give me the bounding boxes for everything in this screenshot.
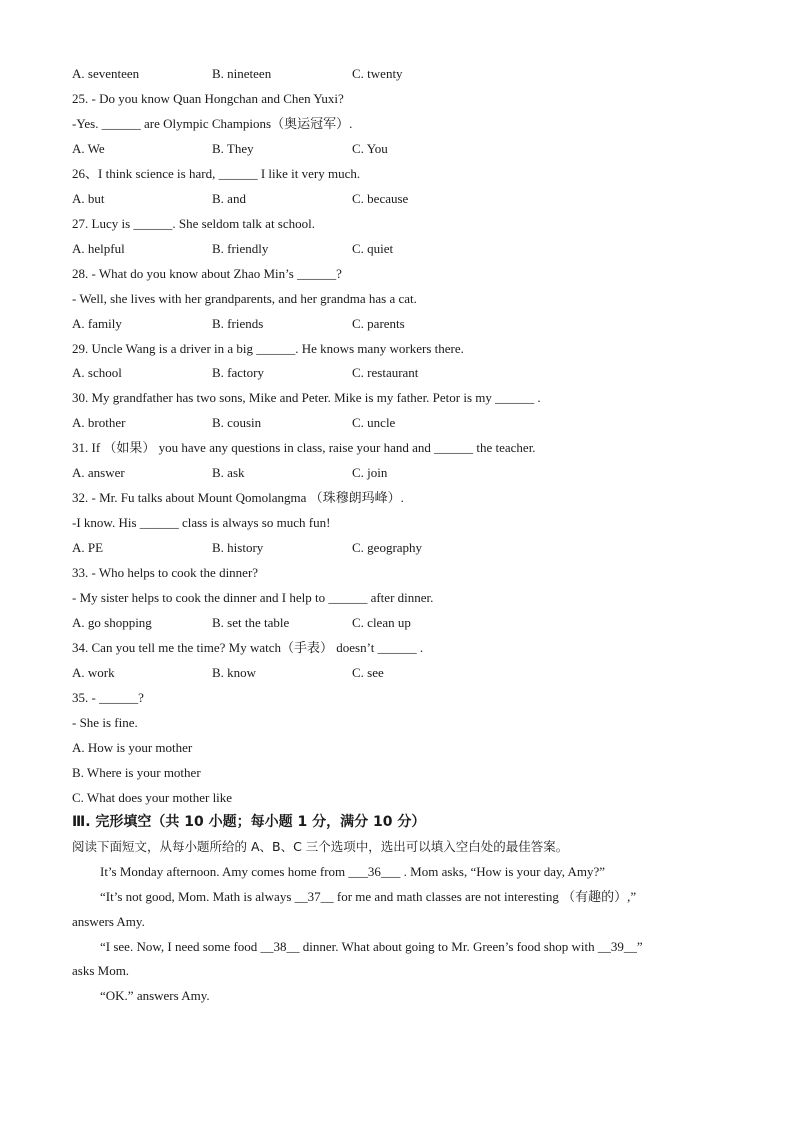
option-c: C. You bbox=[352, 141, 388, 156]
option-b: B. They bbox=[212, 141, 254, 156]
question-28-reply: - Well, she lives with her grandparents, and her grandma has a cat. bbox=[72, 291, 417, 306]
option-a: A. but bbox=[72, 191, 105, 206]
blank-37: __37__ bbox=[294, 889, 334, 904]
question-25-reply: -Yes. ______ are Olympic Champions（奥运冠军）. bbox=[72, 116, 353, 131]
option-c: C. see bbox=[352, 665, 384, 680]
question-28: 28. - What do you know about Zhao Min’s ______? bbox=[72, 266, 342, 281]
option-a: A. PE bbox=[72, 540, 104, 555]
passage-text: for me and math classes are not interesting （有趣的）,” bbox=[333, 889, 637, 904]
option-c: C. twenty bbox=[352, 66, 403, 81]
question-25: 25. - Do you know Quan Hongchan and Chen Yuxi? bbox=[72, 91, 344, 106]
passage-paragraph-2 bbox=[100, 889, 636, 905]
question-33: 33. - Who helps to cook the dinner? bbox=[72, 565, 259, 580]
option-b: B. Where is your mother bbox=[72, 765, 201, 780]
option-c: C. because bbox=[352, 191, 409, 206]
option-b: B. and bbox=[212, 191, 246, 206]
section-instruction: 阅读下面短文，从每小题所给的 A、B、C 三个选项中，选出可以填入空白处的最佳答案。 bbox=[72, 839, 569, 854]
passage-text: . Mom asks, “How is your day, Amy?” bbox=[400, 864, 606, 879]
section-heading: Ⅲ. 完形填空（共 10 小题；每小题 1 分，满分 10 分） bbox=[72, 814, 426, 830]
question-34: 34. Can you tell me the time? My watch（手表） doesn’t ______ . bbox=[72, 640, 424, 655]
options-q25 bbox=[72, 141, 672, 157]
option-b: B. friendly bbox=[212, 241, 269, 256]
passage-text: ” bbox=[636, 939, 643, 954]
options-q27 bbox=[72, 241, 672, 257]
option-a: A. go shopping bbox=[72, 615, 152, 630]
question-33-reply: - My sister helps to cook the dinner and I help to ______ after dinner. bbox=[72, 590, 434, 605]
question-35-reply: - She is fine. bbox=[72, 715, 138, 730]
option-c: C. clean up bbox=[352, 615, 411, 630]
option-b: B. nineteen bbox=[212, 66, 272, 81]
option-b: B. know bbox=[212, 665, 257, 680]
option-b: B. cousin bbox=[212, 415, 262, 430]
option-b: B. ask bbox=[212, 465, 245, 480]
option-c: C. quiet bbox=[352, 241, 394, 256]
passage-text: “It’s not good, Mom. Math is always bbox=[100, 889, 295, 904]
question-32-reply: -I know. His ______ class is always so much fun! bbox=[72, 515, 331, 530]
options-q33 bbox=[72, 615, 672, 631]
question-35: 35. - ______? bbox=[72, 690, 144, 705]
passage-paragraph-2-cont: answers Amy. bbox=[72, 914, 145, 929]
option-c: C. restaurant bbox=[352, 365, 419, 380]
question-30: 30. My grandfather has two sons, Mike and Peter. Mike is my father. Petor is my ______ . bbox=[72, 390, 541, 405]
options-q29 bbox=[72, 365, 672, 381]
passage-paragraph-3-cont: asks Mom. bbox=[72, 963, 130, 978]
question-31: 31. If （如果） you have any questions in class, raise your hand and ______ the teacher. bbox=[72, 440, 536, 455]
options-q30 bbox=[72, 415, 672, 431]
options-q34 bbox=[72, 665, 672, 681]
option-a: A. We bbox=[72, 141, 105, 156]
option-a: A. work bbox=[72, 665, 115, 680]
blank-36: ___36___ bbox=[348, 864, 401, 879]
option-a: A. seventeen bbox=[72, 66, 140, 81]
option-c: C. parents bbox=[352, 316, 405, 331]
option-c: C. join bbox=[352, 465, 388, 480]
passage-text: It’s Monday afternoon. Amy comes home from bbox=[100, 864, 349, 879]
option-c: C. uncle bbox=[352, 415, 396, 430]
options-q26 bbox=[72, 191, 672, 207]
options-q28 bbox=[72, 316, 672, 332]
passage-paragraph-1 bbox=[100, 864, 605, 880]
option-b: B. set the table bbox=[212, 615, 290, 630]
options-q31 bbox=[72, 465, 672, 481]
option-b: B. factory bbox=[212, 365, 264, 380]
question-32: 32. - Mr. Fu talks about Mount Qomolangma （珠穆朗玛峰）. bbox=[72, 490, 404, 505]
blank-39: __39__ bbox=[597, 939, 637, 954]
option-a: A. brother bbox=[72, 415, 126, 430]
question-27: 27. Lucy is ______. She seldom talk at school. bbox=[72, 216, 316, 231]
blank-38: __38__ bbox=[260, 939, 300, 954]
option-a: A. helpful bbox=[72, 241, 125, 256]
option-b: B. history bbox=[212, 540, 264, 555]
option-a: A. family bbox=[72, 316, 122, 331]
passage-text: dinner. What about going to Mr. Green’s food shop with bbox=[299, 939, 598, 954]
passage-text: “I see. Now, I need some food bbox=[100, 939, 261, 954]
option-c: C. What does your mother like bbox=[72, 790, 233, 805]
options-q32 bbox=[72, 540, 672, 556]
option-c: C. geography bbox=[352, 540, 423, 555]
passage-paragraph-4: “OK.” answers Amy. bbox=[100, 988, 210, 1003]
question-26: 26、I think science is hard, ______ I like it very much. bbox=[72, 166, 361, 181]
option-a: A. answer bbox=[72, 465, 125, 480]
option-a: A. How is your mother bbox=[72, 740, 193, 755]
question-29: 29. Uncle Wang is a driver in a big ______. He knows many workers there. bbox=[72, 341, 464, 356]
option-a: A. school bbox=[72, 365, 122, 380]
passage-paragraph-3 bbox=[100, 939, 643, 955]
options-q24 bbox=[72, 66, 672, 82]
option-b: B. friends bbox=[212, 316, 264, 331]
